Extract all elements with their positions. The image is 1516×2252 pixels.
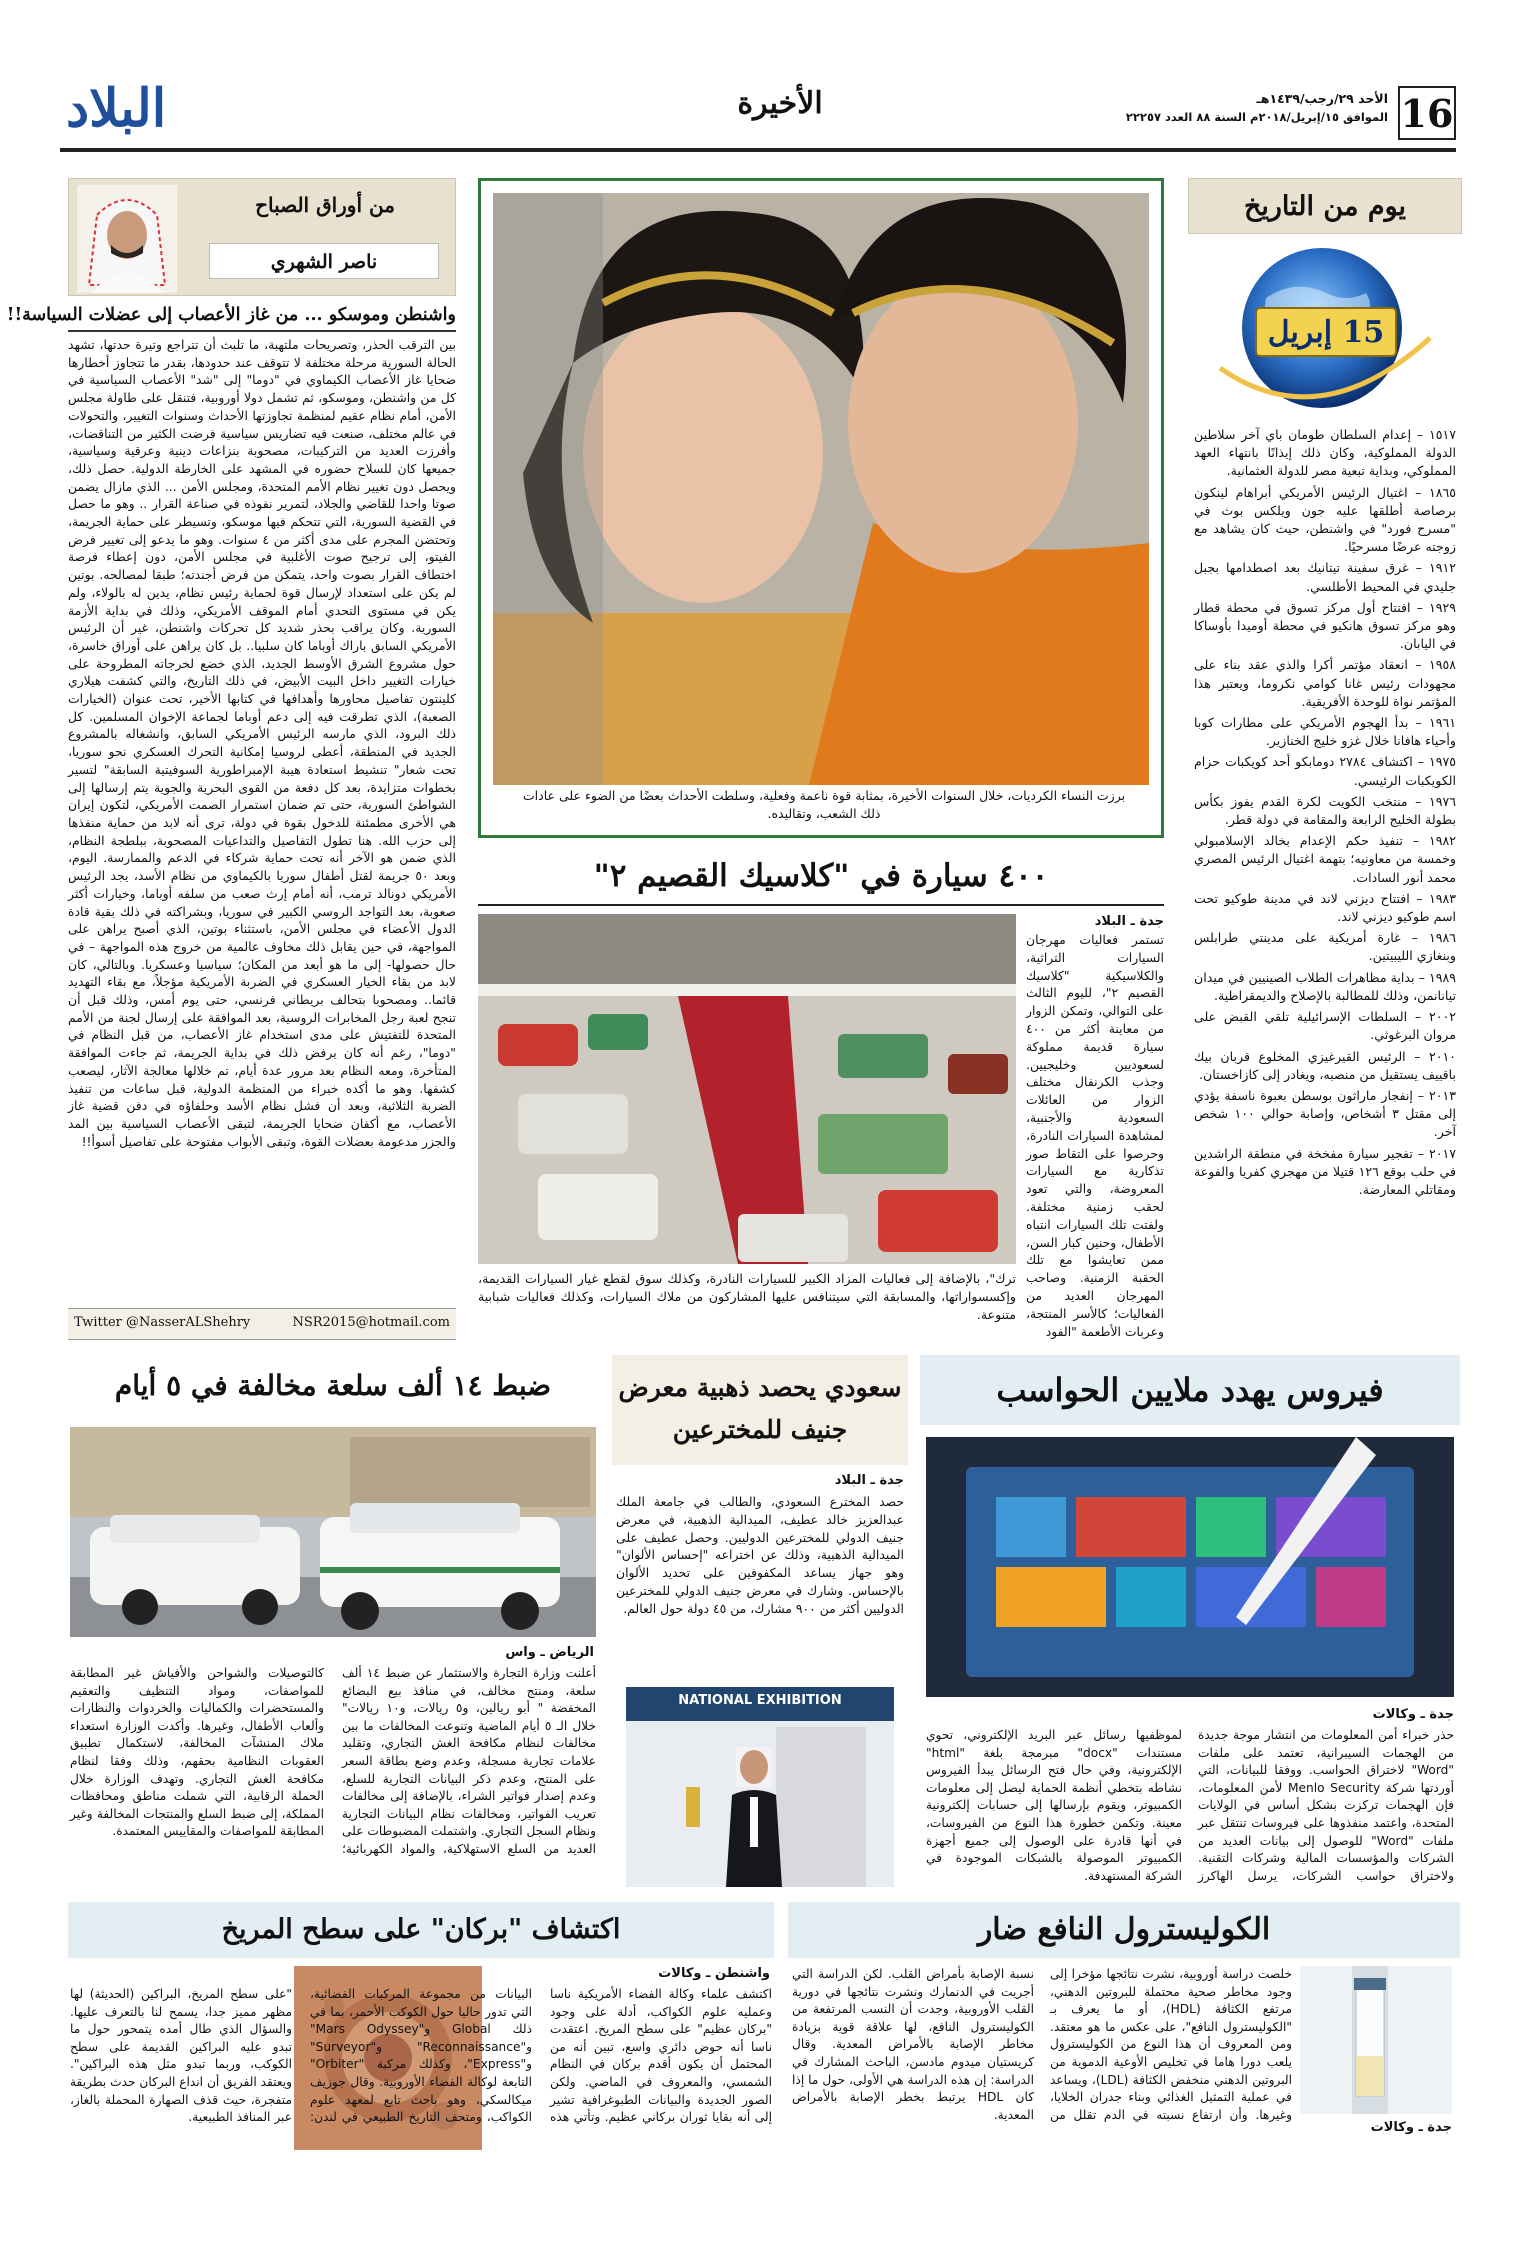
section-title: الأخيرة [737,86,823,121]
virus-body: حذر خبراء أمن المعلومات من انتشار موجة جديدة من الهجمات السيبرانية، تعتمد على ملفات "Word" لاختراق الحواسب. ووفقا للبيانات، التي أوردتها شركة Menlo Security لأمن المعلومات، فإن الهجمات تركزت بشكل أساس في الولايات المتحدة، واعتمد منفذوها على فيروسات تنتقل عبر ملفات "Word" للوصول إلى بيانات العديد من الشركات والمؤسسات المالية وشركات التقنية. ولاختراق حواسب الشركات، يرسل الهاكرز لموظفيها رسائل عبر البريد الإلكتروني، تحوي مستندات "docx" مبرمجة بلغة "html" الإلكترونية، وفي حال فتح الرسائل يبدأ الفيروس نشاطه بتخطي أنظمة الحماية ليصل إلى معلومات الكمبيوتر، ويقوم بإرسالها إلى حسابات إلكترونية معينة. وتكمن خطورة هذا النوع من الفيروسات، في أنها قادرة على الوصول إلى جميع أجهزة الكمبيوتر الموصولة بالشبكات الموجودة في الشركة المستهدفة. [926,1728,1454,1883]
column-headline: واشنطن وموسكو ... من غاز الأعصاب إلى عضلات السياسة!! [6,305,456,325]
history-entry: ٢٠٠٢ – السلطات الإسرائيلية تلقي القبض على مروان البرغوثي. [1194,1009,1456,1043]
goods-photo [70,1427,596,1637]
column-header [68,178,456,296]
date-hijri: الأحد ٢٩/رجب/١٤٣٩هـ [1256,91,1388,106]
cholesterol-story [788,1902,1460,2222]
column-kicker: من أوراق الصباح [255,193,395,217]
inventor-photo-sign: NATIONAL EXHIBITION [678,1693,842,1708]
history-entry: ١٩٥٨ – انعقاد مؤتمر أكرا والذي عقد بناء على مجهودات رئيس غانا كوامي نكروما، ويعتبر هذا المؤتمر نواة للوحدة الأفريقية. [1194,657,1456,709]
date-gregorian: الموافق ١٥/إبريل/٢٠١٨م السنة ٨٨ العدد ٢٢٢٥٧ [1125,110,1388,124]
history-graphic-label: 15 إبريل [1267,315,1385,350]
cars-headline: ٤٠٠ سيارة في "كلاسيك القصيم ٢" [593,858,1049,894]
column-email[interactable]: NSR2015@hotmail.com [292,1315,450,1330]
kurdish-women-photo [493,193,1149,785]
history-entry: ١٨٦٥ – اغتيال الرئيس الأمريكي أبراهام لينكون برصاصة أطلقها عليه جون ويلكس بوث في "مسرح فورد" في واشنطن، حيث كان يشاهد مع زوجته عرضًا مسرحيًا. [1194,484,1456,555]
column-body: بين الترقب الحذر، وتصريحات ملتهبة، ما تلبث أن تتراجع وتيرة حدتها، تشهد الحالة السورية مرحلة مختلفة لا تتوقف عند حدودها، بقدر ما تتجاوز أخطارها ضحايا غاز الأعصاب الكيماوي في "دوما" إلى "شد" الأعصاب السياسية في كل من واشنطن، وموسكو، ثم تشمل دولا أوروبية، فتنقل على طاولة مجلس الأمن، أمام نظام عقيم لمنظمة تجاوزتها الأحداث وسنوات التغيير، والتحولات في عالم مختلف، صنعت فيه تضاريس سياسية فرضت الكثير من التناقضات، وأفرزت العديد من التركيبات، مصحوبة بنزاعات دينية وعرقية وسياسية، جميعها كان للسلاح حضوره في المشهد على الخارطة الدولية. حصل ذلك، ويحصل دون تغيير نظام الأمم المتحدة، ومجلس الأمن ... الذي مازال يضمن صوتا واحدا للقاضي والجلاد، لتمرير نفوذه في صناعة القرار .. وهو ما حصل في القضية السورية، التي تتحكم فيها موسكو، وتسيطر على حماية الجريمة، وتحتضن المجرم على مدى أكثر من ٤ سنوات. وهو ما يدعو إلى تغيير فرض الفيتو، إلى ترجيح صوت الأغلبية في مجلس الأمن، دون إعطاء فرصة اختطاف القرار بصوت واحد، يتمكن من فرض أجندته؛ طبقا لمصالحه. بوتين لم يكن على استعداد لإرسال قوة لحماية رئيس نظام، يدين له بالولاء، ولم يكن في مستوى التحدي أمام الموقف الأمريكي، وذلك في بداية الأزمة السورية. وكان يراقب بحذر شديد كل تحركات واشنطن، غير أن الرئيس الأمريكي السابق باراك أوباما كان سلبيا.. بل كان يراهن على أوراق خاسرة، حول مشروع الشرق الأوسط الجديد، الذي خضع لخرجاته المطروحة على خيارات التغيير داخل البيت الأبيض، في ذلك التاريخ، والتي كشفت هيلاري كلينتون تفاصيل محاورها وأهدافها في كتابها الأخير، تحت عنوان (الخيارات الصعبة)، الذي تطرقت فيه إلى دعم أوباما لجماعة الإخوان المسلمين. كل ذلك البرود، الذي مارسه الرئيس الأمريكي السابق، وانشغاله بالمشروع الجديد في المنطقة، أعطى لروسيا إمكانية التحرك العسكري نحو سوريا، تحت شعار" تنشيط استعادة هيبة الإمبراطورية السوفيتية السابقة" لتسير بخطوات متزايدة، بعد كل دفعة من القوى البحرية والجوية يتم إرسالها إلى الشواطئ السورية، حتى تم ضمان استمرار الصمت الأمريكي، لتكون إيران هي الأخرى مطمئنة للدخول بقوة في دولة، ترى أنه لابد من حماية منفذها إلى حزب الله. هنا تطول التفاصيل والتداعيات المصحوبة، ببلطجة النظام، الذي ضمن هو الآخر أنه تحت حماية شركاء في الدعم والممارسة. اليوم، وبعد ٥٠ جريمة لقتل أطفال سوريا بالكيماوي من نظام الأسد، يجد الرئيس الأمريكي دونالد ترمب، أنه أمام إرث صعب من سلفه أوباما، وخيارات أكثر صعوبة، بعد التواجد الروسي الكبير في سوريا، وبشراكته في ذلك بقية قادة الدول الأعضاء في مجلس الأمن، باستثناء بوتين، الذي أصبح يراهن على المواجهة، في حين يقابل ذلك مخاوف عالمية من خروج هذه المواجهة – في حال حصولها- إلى ما هو أبعد من المكان؛ سياسيا وعسكريا. وبالتالي، كان لابد من بقاء الخيار العسكري في الضربة الأمريكية مؤجلاً، مع بقاء التهديد قائما.. ومصحوبا بتحالف بريطاني فرنسي، حتى يوم أمس، وذلك قبل أن تنجح لعبة رجل المخابرات الروسية، بعد الموافقة على إرسال لجنة من الأمم المتحدة للتفتيش على مدى استخدام غاز الأعصاب، من قبل النظام في "دوما"، رغم أنه كان يرفض ذلك في بداية الجريمة، ثم جاءت الموافقة المتأخرة، ومعه النظام بعد مرور عدة أيام، تم خلالها معالجة الآثار، ليصعب كشفها. وهو ما أكده خبراء من المنظمة الدولية، قبل ساعات من تنفيذ الضربة الثلاثية، وبعد أن فشل نظام الأسد وحلفاؤه في دفن قضية غاز الأعصاب، مع أكفان ضحايا الجريمة، لتبقى الأعصاب السياسية بين المد والجزر مدعومة بعضلات القوة، وتبقى الأبواب مفتوحة على تفاصيل أسوأ!! [68,337,457,1149]
history-entry: ١٩٧٥ – اكتشاف ٢٧٨٤ دومابكو أحد كويكبات حزام الكويكبات الرئيسي. [1194,754,1456,788]
cars-text-column [1026,914,1164,1339]
page-number-box [1398,86,1456,140]
history-entry: ١٩٨٩ – بداية مظاهرات الطلاب الصينيين في ميدان تيانانمن، وذلك للمطالبة بالإصلاح والديمقراطية. [1194,969,1456,1003]
cholesterol-body: خلصت دراسة أوروبية، نشرت نتائجها مؤخرا إلى وجود مخاطر صحية محتملة للبروتين الدهني، مرتفع الكثافة (HDL)، أو ما يعرف بـ "الكوليسترول النافع"، على عكس ما هو معتقد. ومن المعروف أن هذا النوع من الكوليسترول يلعب دورا هاما في تخليص الأوعية الدموية من البروتين الدهني منخفض الكثافة (LDL)، ويساعد في عملية التمثيل الغذائي وبناء جدران الخلايا، وغيرها. وأن ارتفاع نسبته في الدم تقلل من نسبة الإصابة بأمراض القلب. لكن الدراسة التي أجريت في الدنمارك ونشرت نتائجها في دورية القلب الأوروبية، وجدت أن النسب المرتفعة من الكوليسترول النافع، لها علاقة قوية بزيادة مخاطر الإصابة بالأمراض المعدية. وقال كريستيان ميدوم مادسن، الباحث المشارك في الدراسة: إن هذه الدراسة هي الأولى، حول ما إذا كان HDL يرتبط بخطر الإصابة بالأمراض المعدية. [792,1967,1292,2122]
mars-story [68,1902,774,2222]
column-twitter[interactable]: Twitter @NasserALShehry [74,1315,251,1330]
mars-headline: اكتشاف "بركان" على سطح المريخ [68,1902,774,1958]
history-entry: ١٩٢٩ – افتتاح أول مركز تسوق في محطة قطار وهو مركز تسوق هانكيو في محطة أوميدا بأوساكا في اليابان. [1194,599,1456,652]
cholesterol-byline: جدة ـ وكالات [1370,2120,1452,2135]
column-rule [68,330,456,332]
author-avatar [77,185,177,293]
virus-headline: فيروس يهدد ملايين الحواسب [920,1355,1460,1425]
history-entry: ١٩١٢ – غرق سفينة تيتانيك بعد اصطدامها بجبل جليدي في المحيط الأطلسي. [1194,560,1456,594]
mars-body: اكتشف علماء وكالة الفضاء الأمريكية ناسا وعمليه علوم الكواكب، أدلة على وجود "بركان عظيم" على سطح المريخ. اعتقدت ناسا أنه حوض دائري واسع، تبين أنه من المحتمل أن يكون أقدم بركان في النظام الشمسي، والمعروف في الماضي. ولكن الصور الجديدة والبيانات الطبوغرافية تشير إلى أنه بقايا ثوران بركاني عظيم. وتأتي هذه البيانات من مجموعة المركبات الفضائية، التي تدور حاليا حول الكوكب الأحمر، بما في ذلك Global و"Mars Odyssey" و"Reconnaissance" و"Surveyor" و"Express"، وكذلك مركبة "Orbiter" التابعة لوكالة الفضاء الأوروبية. وقال جوزيف ميكالسكي، وهو باحث تابع لمعهد علوم الكواكب، ومتحف التاريخ الطبيعي في لندن: "على سطح المريخ، البراكين (الحديثة) لها مظهر مميز جدا، يسمح لنا بالتعرف عليها. والسؤال الذي طال أمده يتمحور حول ما تبدو عليه البراكين القديمة على سطح الكوكب، وربما تبدو مثل هذه البراكين". ويعتقد الفريق أن انداع البركان حدث بطريقة متفجرة، حيث قذف الصهارة المحملة بالغاز، عبر المنافذ الطبيعية. [70,1987,772,2125]
cars-body: تستمر فعاليات مهرجان السيارات التراثية، والكلاسيكية "كلاسيك القصيم ٢"، لليوم الثالث على التوالي، وتمكن الزوار من معاينة أكثر من ٤٠٠ سيارة قديمة مملوكة لسعوديين وخليجيين. وجذب الكرنفال مختلف الزوار من العائلات السعودية والأجنبية، لمشاهدة السيارات النادرة، وحرصوا على التقاط صور تذكارية مع السيارات المعروضة، والتي تعود لحقب زمنية مختلفة. ولفتت تلك السيارات انتباه الأطفال، وحنين كبار السن، ممن تعايشوا مع تلك الحقبة الزمنية. وصاحب المهرجان العديد من الفعاليات؛ كالأسر المنتجة، وعربات الأطعمة "الفود [1026,932,1164,1339]
cars-story [478,852,1164,1348]
history-entry: ١٩٨٣ – افتتاح ديزني لاند في مدينة طوكيو تحت اسم طوكيو ديزني لاند. [1194,890,1456,925]
cholesterol-headline: الكوليسترول النافع ضار [788,1902,1460,1958]
history-header [1188,178,1462,234]
history-entry: ٢٠١٧ – تفجير سيارة مفخخة في منطقة الراشدين في حلب بوقع ١٢٦ قتيلا من مهجري كفريا والفوعة ومقاتلي المعارضة. [1194,1145,1456,1197]
history-entry: ٢٠١٠ – الرئيس القيرغيزي المخلوع قربان بيك باقييف يستقيل من منصبه، ويغادر إلى كازاخستان. [1194,1048,1456,1082]
cars-photo [478,914,1016,1264]
mars-byline: واشنطن ـ وكالات [658,1966,770,1981]
date-block [1058,90,1388,126]
cars-body-bottom: ترك"، بالإضافة إلى فعاليات المزاد الكبير للسيارات النادرة، وكذلك سوق لقطع غيار السيارات القديمة، وإكسسواراتها، والمسابقة التي سيتنافس عليها المشاركون من ملاك السيارات، وكذلك فعاليات شبابية متنوعة. [478,1271,1016,1323]
goods-story [68,1355,598,1895]
newspaper-logo[interactable]: البلاد [66,78,167,139]
goods-body: أعلنت وزارة التجارة والاستثمار عن ضبط ١٤ ألف سلعة، ومنتج مخالف، في منافذ بيع البضائع المخفضة " أبو ريالين، و٥ ريالات، و١٠ ريالات" خلال الـ ٥ أيام الماضية وتنوعت المخالفات ما بين مخالفات لنظام مكافحة الغش التجاري، وتقليد علامات تجارية مسجلة، وعدم وضع بطاقة السعر على المنتج، وعدم ذكر البيانات التجارية للسلع، وعدم إصدار فواتير الشراء، بالإضافة إلى مخالفات تعريب الفواتير، ومخالفات نظام البيانات التجارية ونظام السجل التجاري. واشتملت المضبوطات على العديد من السلع الاستهلاكية، والمواد الكهربائية؛ كالتوصيلات والشواحن والأفياش غير المطابقة للمواصفات، ومواد التنظيف والتعقيم والمستحضرات والكماليات والخردوات والنظارات وألعاب الأطفال، وغيرها. وأكدت الوزارة استعداء ملاك المنشآت المخالفة، لاستكمال تطبيق العقوبات النظامية بحقهم، وذلك وفقا لنظام مكافحة الغش التجاري. وتهدف الوزارة خلال الحملة الرقابية، التي شملت مناطق ومحافظات المملكة، إلى ضبط السلع والمنتجات المخالفة وغير المطابقة للمواصفات والمقاييس المعتمدة. [70,1666,596,1856]
opinion-column [6,178,457,1348]
history-entry: ١٩٦١ – بدأ الهجوم الأمريكي على مطارات كوبا وأحياء هافانا خلال غزو خليج الخنازير. [1194,715,1456,749]
saudi-byline: جدة ـ البلاد [834,1473,904,1488]
saudi-headline: سعودي يحصد ذهبية معرض جنيف للمخترعين [618,1373,902,1444]
history-entry: ٢٠١٣ – إنفجار ماراثون بوسطن بعبوة ناسفة يؤدي إلى مقتل ٣ أشخاص، وإصابة حوالي ١٠٠ شخص آخر. [1194,1087,1456,1140]
history-title: يوم من التاريخ [1243,191,1407,222]
saudi-story [612,1355,908,1895]
virus-story [920,1355,1460,1895]
photo-caption: برزت النساء الكرديات، خلال السنوات الأخيرة، بمثابة قوة ناعمة وفعلية، وسلطت الأحداث بعضًا من الضوء على عادات ذلك الشعب، وتقاليده. [522,788,1126,821]
history-graphic [1206,238,1444,416]
test-tube-photo [1300,1966,1452,2114]
saudi-body: حصد المخترع السعودي، والطالب في جامعة الملك عبدالعزيز خالد عطيف، الميدالية الذهبية، في معرض جنيف الدولي للمخترعين الدوليين. وحصل عطيف على الميدالية الذهبية، وذلك عن اختراعه "إحساس الألوان" وهو جهاز يساعد المكفوفين على تحديد الألوان بالإحساس. وشارك في معرض جنيف الدولي للمخترعين الدوليين أكثر من ٩٠٠ مشارك، من ٤٥ دولة حول العالم. [616,1494,904,1616]
masthead [60,78,1456,148]
history-entries [1194,426,1456,1202]
virus-byline: جدة ـ وكالات [1372,1707,1454,1722]
history-entry: ١٥١٧ – إعدام السلطان طومان باي آخر سلاطين الدولة المملوكية، وكان ذلك إيذانًا بانتهاء العهد المملوكي، وبداية تبعية مصر للدولة العثمانية. [1194,427,1456,479]
masthead-rule [60,148,1456,152]
cars-rule [478,904,1164,906]
cars-byline: جدة ـ البلاد [1094,914,1164,929]
history-entry: ١٩٨٦ – غارة أمريكية على مدينتي طرابلس وبنغازي الليبيتين. [1194,930,1456,964]
virus-photo [926,1437,1454,1697]
history-section [1188,178,1462,1348]
history-entry: ١٩٧٦ – منتخب الكويت لكرة القدم يفوز بكأس بطولة الخليج الرابعة والمقامة في دولة قطر. [1194,793,1456,828]
author-name: ناصر الشهري [270,251,378,273]
inventor-photo [626,1687,894,1887]
saudi-headline-box [612,1355,908,1465]
author-name-box [209,243,439,279]
center-photo-frame [478,178,1164,838]
goods-headline: ضبط ١٤ ألف سلعة مخالفة في ٥ أيام [114,1369,552,1402]
goods-byline: الرياض ـ واس [505,1645,594,1660]
history-entry: ١٩٨٢ – تنفيذ حكم الإعدام بخالد الإسلامبولي وخمسة من معاونيه؛ بتهمة اغتيال الرئيس المصري محمد أنور السادات. [1194,833,1456,885]
column-footer [68,1308,456,1340]
page-number: 16 [1400,91,1454,136]
cholesterol-body-cont [1300,2138,1452,2218]
